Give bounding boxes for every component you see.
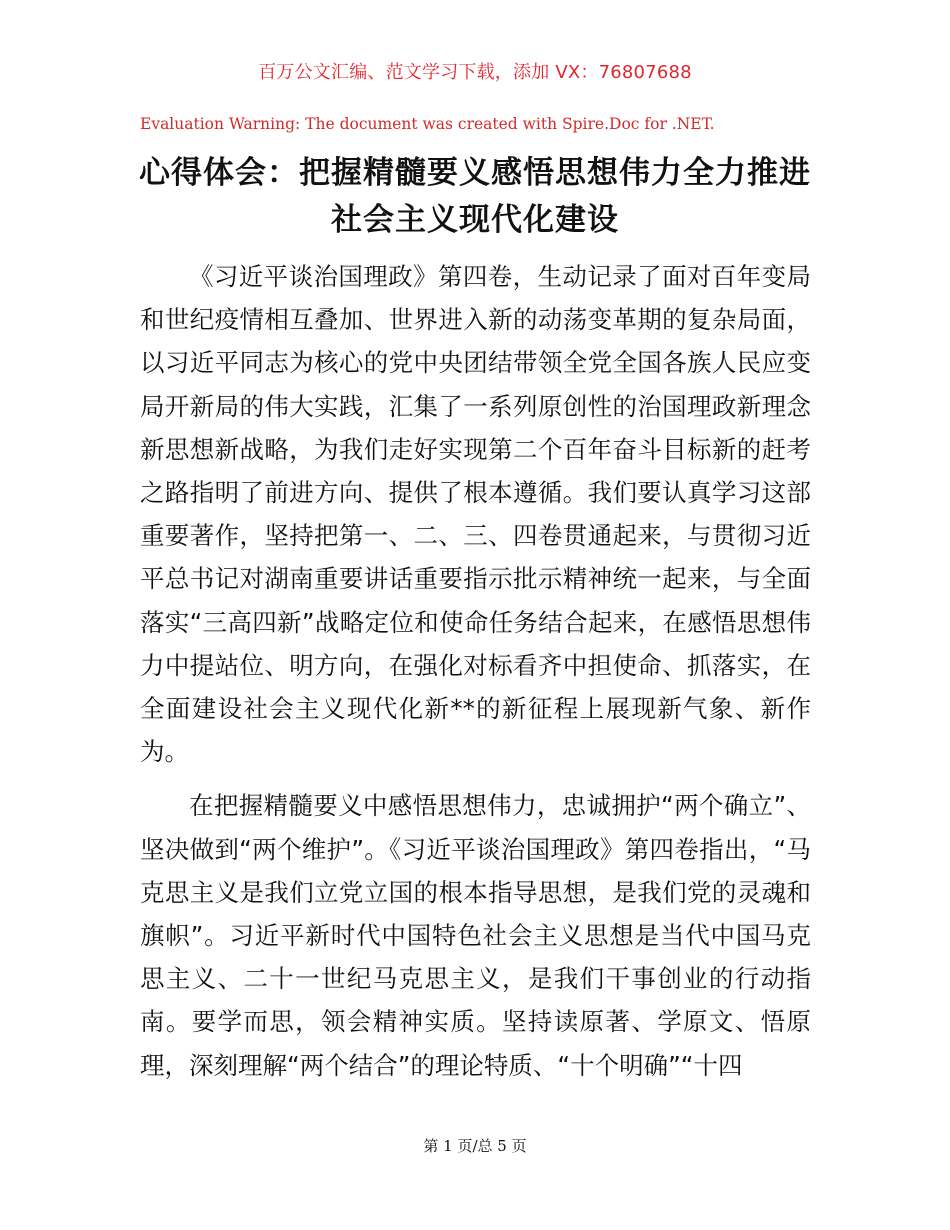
evaluation-warning: Evaluation Warning: The document was created with Spire.Doc for .NET. (140, 115, 715, 133)
paragraph-1: 《习近平谈治国理政》第四卷，生动记录了面对百年变局和世纪疫情相互叠加、世界进入新的动荡变革期的复杂局面，以习近平同志为核心的党中央团结带领全党全国各族人民应变局开新局的伟大实践，汇集了一系列原创性的治国理政新理念新思想新战略，为我们走好实现第二个百年奋斗目标新的赶考之路指明了前进方向、提供了根本遵循。我们要认真学习这部重要著作，坚持把第一、二、三、四卷贯通起来，与贯彻习近平总书记对湖南重要讲话重要指示批示精神统一起来，与全面落实“三高四新”战略定位和使命任务结合起来，在感悟思想伟力中提站位、明方向，在强化对标看齐中担使命、抓落实，在全面建设社会主义现代化新**的新征程上展现新气象、新作为。 (140, 262, 811, 767)
page-indicator: 第 1 页/总 5 页 (423, 1137, 527, 1155)
paragraph-2: 在把握精髓要义中感悟思想伟力，忠诚拥护“两个确立”、坚决做到“两个维护”。《习近平谈治国理政》第四卷指出，“马克思主义是我们立党立国的根本指导思想，是我们党的灵魂和旗帜”。习近平新时代中国特色社会主义思想是当代中国马克思主义、二十一世纪马克思主义，是我们干事创业的行动指南。要学而思，领会精神实质。坚持读原著、学原文、悟原理，深刻理解“两个结合”的理论特质、“十个明确”“十四 (140, 791, 811, 1080)
document-title: 心得体会：把握精髓要义感悟思想伟力全力推进社会主义现代化建设 (139, 155, 811, 238)
header-banner: 百万公文汇编、范文学习下载，添加 VX：76807688 (258, 62, 692, 83)
document-body (140, 255, 811, 1087)
